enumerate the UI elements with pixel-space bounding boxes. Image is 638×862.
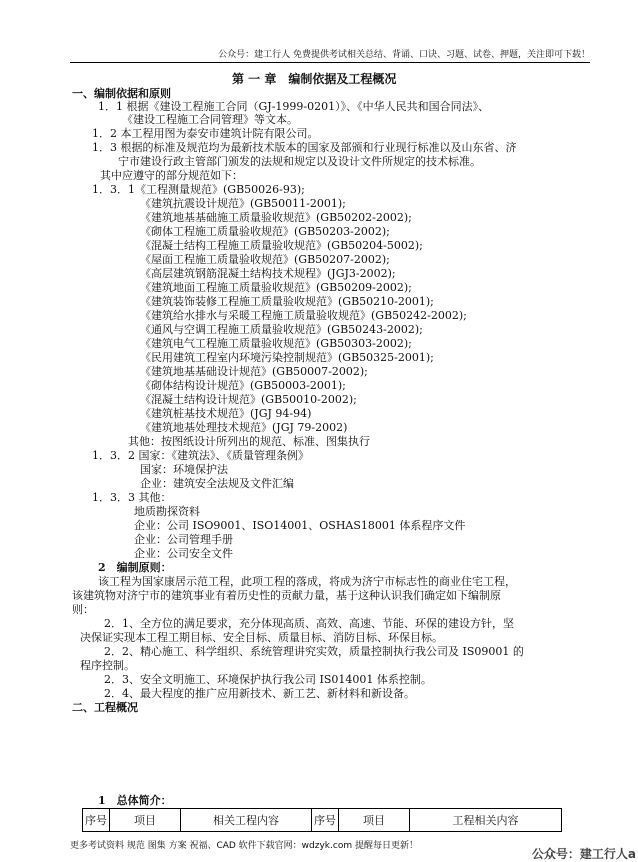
text-line: 企业：公司安全文件 — [134, 547, 233, 560]
text-line: 企业：建筑安全法规及文件汇编 — [140, 477, 294, 490]
text-line: 宁市建设行政主管部门颁发的法规和规定以及设计文件所规定的技术标准。 — [118, 155, 481, 168]
standard-item: 《建筑地基基础设计规范》(GB50007-2002); — [140, 365, 368, 378]
text-line: 其他：按图纸设计所列出的规范、标准、图集执行 — [128, 435, 370, 448]
text-line: 《建设工程施工合同管理》等文本。 — [122, 113, 298, 126]
standard-item: 1．3．1《工程测量规范》(GB50026-93); — [92, 183, 305, 196]
table-header-cell: 相关工程内容 — [181, 809, 312, 832]
table-header-cell: 序号 — [312, 809, 339, 832]
text-line: 其中应遵守的部分规范如下： — [100, 169, 243, 182]
text-line: 1．1 根据《建设工程施工合同（GJ-1999-0201）》、《中华人民共和国合同法》、 — [98, 100, 490, 113]
text-line: 程序控制。 — [80, 659, 135, 672]
text-line: 2．4、最大程度的推广应用新技术、新工艺、新材料和新设备。 — [104, 687, 415, 700]
overview-table — [82, 808, 562, 832]
chapter-title: 第 一 章 编制依据及工程概况 — [232, 72, 397, 86]
standard-item: 《建筑给水排水与采暖工程施工质量验收规范》(GB50242-2002); — [140, 309, 467, 322]
section-heading-1: 一、编制依据和原则 — [72, 87, 171, 100]
standard-item: 《建筑地面工程施工质量验收规范》(GB50209-2002); — [140, 281, 412, 294]
text-line: 该建筑物对济宁市的建筑事业有着历史性的贡献力量，基于这种认识我们确定如下编制原 — [72, 589, 501, 602]
header-rule — [70, 62, 590, 63]
text-line: 地质勘探资料 — [134, 505, 200, 518]
standard-item: 《混凝土结构设计规范》(GB50010-2002); — [140, 393, 357, 406]
text-line: 1．3．2 国家：《建筑法》、《质量管理条例》 — [92, 449, 309, 462]
text-line: 1．3．3 其他： — [92, 491, 172, 504]
text-line: 1．2 本工程用图为泰安市建筑计院有限公司。 — [92, 127, 319, 140]
standard-item: 《建筑桩基技术规范》(JGJ 94-94) — [140, 407, 312, 420]
standard-item: 《通风与空调工程施工质量验收规范》(GB50243-2002); — [140, 323, 423, 336]
text-line: 2．2、精心施工、科学组织、系统管理讲究实效，质量控制执行我公司及 IS09001 的 — [104, 645, 524, 658]
standard-item: 《建筑地基处理技术规范》(JGJ 79-2002) — [140, 421, 348, 434]
table-header-cell: 工程相关内容 — [410, 809, 562, 832]
subsection-heading: 2 编制原则： — [98, 561, 172, 574]
standard-item: 《砌体结构设计规范》(GB50003-2001); — [140, 379, 346, 392]
standard-item: 《建筑地基基础施工质量验收规范》(GB50202-2002); — [140, 211, 412, 224]
standard-item: 《建筑电气工程施工质量验收规范》(GB50303-2002); — [140, 337, 412, 350]
standard-item: 《建筑装饰装修工程施工质量验收规范》(GB50210-2001); — [140, 295, 434, 308]
watermark: 公众号：建工行人a — [531, 847, 636, 861]
standard-item: 《砌体工程施工质量验收规范》(GB50203-2002); — [140, 225, 390, 238]
text-line: 企业：公司 ISO9001、ISO14001、OSHAS18001 体系程序文件 — [134, 519, 466, 532]
section-heading-2: 二、工程概况 — [72, 701, 138, 714]
subsection-heading: 1 总体简介： — [98, 794, 172, 807]
text-line: 则： — [72, 603, 94, 616]
standard-item: 《建筑抗震设计规范》(GB50011-2001); — [140, 197, 346, 210]
table-header-cell: 项目 — [110, 809, 181, 832]
table-header-cell: 项目 — [339, 809, 410, 832]
text-line: 该工程为国家康居示范工程，此项工程的落成，将成为济宁市标志性的商业住宅工程， — [98, 575, 516, 588]
standard-item: 《民用建筑工程室内环境污染控制规范》(GB50325-2001); — [140, 351, 434, 364]
table-header-row — [83, 809, 562, 832]
text-line: 企业：公司管理手册 — [134, 533, 233, 546]
standard-item: 《屋面工程施工质量验收规范》(GB50207-2002); — [140, 253, 390, 266]
text-line: 国家：环境保护法 — [140, 463, 228, 476]
text-line: 决保证实现本工程工期目标、安全目标、质量目标、消防目标、环保目标。 — [80, 631, 443, 644]
text-line: 1．3 根据的标准及规范均为最新技术版本的国家及部颁和行业现行标准以及山东省、济 — [92, 141, 517, 154]
standard-item: 《混凝土结构工程施工质量验收规范》(GB50204-5002); — [140, 239, 423, 252]
table-header-cell: 序号 — [83, 809, 110, 832]
header-notice: 公众号：建工行人 免费提供考试相关总结、背诵、口诀、习题、试卷、押题，关注即可下载！ — [218, 50, 590, 60]
footer-text: 更多考试资料 规范 图集 方案 祝福、CAD 软件下载官网：wdzyk.com 提醒每日更新！ — [70, 841, 418, 851]
text-line: 2．3、安全文明施工、环境保护执行我公司 IS014001 体系控制。 — [104, 673, 432, 686]
standard-item: 《高层建筑钢筋混凝土结构技术规程》(JGJ3-2002); — [140, 267, 396, 280]
text-line: 2．1、全方位的满足要求，充分体现高质、高效、高速、节能、环保的建设方针，坚 — [104, 617, 514, 630]
